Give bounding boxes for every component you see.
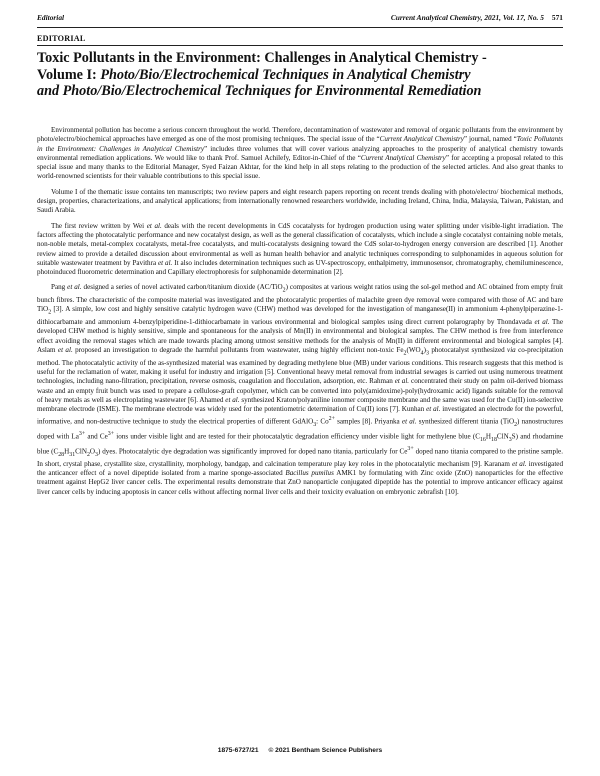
paragraph-1: Environmental pollution has become a serious concern throughout the world. Therefore, decontamination of wastewater and removal of organic pollutants from the environment by photo/electro/biochemical approaches have emerged as one of the most promising techniques. The special issue of the “Current Analytical Chemistry” journal, named “Toxic Pollutants in the Environment: Challenges in Analytical Chemistry” includes three volumes that will cover various analyzing approaches to the prosperity of analytical chemistry towards environmental remediation applications. We would like to thank Prof. Samuel Achilefy, Editor-in-Chief of the “Current Analytical Chemistry” for accepting a proposal related to this special issue and many thanks to the Editorial Manager, Syed Faizan Akhtar, for the kind help in all steps relating to the production of the selected articles. And also great thanks to world-renowned scientists for their valuable contributions to this special issue. bbox=[37, 126, 564, 181]
title-line-1: Toxic Pollutants in the Environment: Challenges in Analytical Chemistry - bbox=[37, 50, 487, 66]
paragraph-2: Volume I of the thematic issue contains ten manuscripts; two review papers and eight research papers reporting on recent trends dealing with photo/electro/ biochemical methods, design, properties, characterizations, and analytical applications; from internationally renowned researchers worldwide, including Ireland, China, India, Malaysia, Taiwan, Pakistan, and Saudi Arabia. bbox=[37, 187, 563, 215]
article-title bbox=[37, 50, 567, 100]
journal-citation bbox=[391, 13, 563, 22]
title-line-2-italic: Photo/Bio/Electrochemical Techniques in Analytical Chemistry bbox=[100, 66, 471, 83]
header-rule bbox=[37, 27, 563, 28]
paragraph-3: The first review written by Wei et al. deals with the recent developments in CdS cocatalysts for hydrogen production using water splitting under visible-light irradiation. The factors affecting the photocatalytic performance and new cocatalyst design, as well as the general classification of cocatalysts, which include a single cocatalyst containing noble metals, non-noble metals, metal-complex cocatalysts, metal-free cocatalysts, and multi-cocatalysts designing toward the CdS solar-to-hydrogen energy conversion are described [1]. Another review aimed to provide a detailed discussion about environmental as well as human health behavior and analytic techniques corresponding to sulphonamides in aqueous solution for suitable wastewater treatment by Pavithra et al. It also includes determination techniques such as UV-spectroscopy, enthalpimetry, immunosensor, chromatography, chemiluminescence, photoinduced fluorometric determination and Capillary electrophoresis for sulphonamide determination [2]. bbox=[37, 221, 564, 277]
journal-name: Current Analytical Chemistry, 2021, Vol. 17, No. 5 bbox=[390, 13, 544, 22]
section-rule bbox=[37, 45, 563, 46]
page-number: 571 bbox=[551, 13, 563, 22]
issn: 1875-6727/21 bbox=[217, 747, 259, 754]
article-body bbox=[37, 126, 563, 503]
title-line-3-italic: and Photo/Bio/Electrochemical Techniques for Environmental Remediation bbox=[37, 83, 482, 99]
section-name: Editorial bbox=[37, 13, 65, 22]
section-label: EDITORIAL bbox=[37, 34, 86, 43]
running-header bbox=[37, 13, 563, 25]
paragraph-4: Pang et al. designed a series of novel activated carbon/titanium dioxide (AC/TiO$_2$) composites at various weight ratios using the sol-gel method and AC obtained from empty fruit bunch fibres. The characteristic of the composite material was investigated and the photocatalytic properties of malachite green dye removal were compared with those of AC and bare TiO$_2$ [3]. A simple, low cost and highly sensitive catalytic hydrogen wave (CHW) method was developed for the investigation of manganese(II) in ammonium 4-phenylpiperazine-1-dithiocarbamate and ammonium 4-benzylpiperidine-1-dithiocarbamate in various environmental and biological samples using direct current polarography by Thondavada et al. The developed CHW method is highly sensitive, simple and spontaneous for the analysis of Mn(II) in environmental and biological samples. The CHW method is free from interference effect avoiding the removal stages which are made towards placing among utmost sensitive methods for the analysis of Mn(II) in different environmental and biological samples [4]. Aslam et al. proposed an investigation to degrade the harmful pollutants from wastewater, using highly efficient non-toxic $Fe_2(WO_4)_3$ photocatalyst synthesized via co-precipitation method. The photocatalytic activity of the as-synthesized material was examined by degrading methylene blue (MB) under various conditions. This research suggests that this method is useful for the reclamation of water, making it useful for industry and irrigation [5]. Conventional heavy metal removal from industrial sewages is carried out using numerous treatment technologies, including nano-filtration, precipitation, reverse osmosis, coagulation and flocculation, adsorption, etc. Rahman et al. concentrated their study on palm oil-derived biomass waste and an empty fruit bunch was used to prepare a cellulose-graft copolymer, which can be converted into poly(amidoxime)-poly(hydroxamic acid) ligands suitable for the removal of heavy metals as well as electroplating wastewater [6]. Ahamed et al. synthesized Kraton/polyaniline ionomer composite membrane and the same was used for the Cu(II) ion-selective membrane electrode (ISME). The membrane electrode was widely used for the potentiometric determination of Cu(II) ions [7]. Kunhan et al. investigated an electrode for the powerful, informative, and non-destructive technique to study the electrical properties of different GdAlO$_3$: $Co^{2+}$ samples [8]. Priyanka et al. synthesized different titania (TiO$_2$) nanostructures doped with $La^{3+}$ and $Ce^{3+}$ ions under visible light and are tested for their photocatalytic degradation efficiency under visible light for methylene blue $(C_{16}H_{18}ClN_3S)$ and rhodamine blue $(C_{28}H_{31}ClN_2O_3)$ dyes. Photocatalytic dye degradation was significantly improved for doped nano titania, particularly for $Ce^{3+}$ doped nano titania compared to the pristine sample. In short, crystal phase, crystallite size, crystallinity, morphology, bandgap, and calcination temperature play key roles in the photocatalytic mechanism [9]. Karanam et al. investigated the anticancer effect of a novel dipeptide isolated from a marine sponge-associated Bacillus pumilus AMK1 by formulating with Zinc oxide (ZnO) nanoparticles for the effective treatment against HepG2 liver cancer cells. The experimental results demonstrate that ZnO nanoparticle conjugated dipeptide has the potential to improve anticancer efficacy against liver cancer cells by inducing apoptosis in cancer cells without affecting normal liver cells and their toxicity evaluation on embryonic zebrafish [10]. bbox=[37, 283, 564, 496]
title-line-2-prefix: Volume I: bbox=[37, 66, 101, 83]
copyright: © 2021 Bentham Science Publishers bbox=[268, 747, 383, 754]
page-footer bbox=[0, 747, 600, 754]
